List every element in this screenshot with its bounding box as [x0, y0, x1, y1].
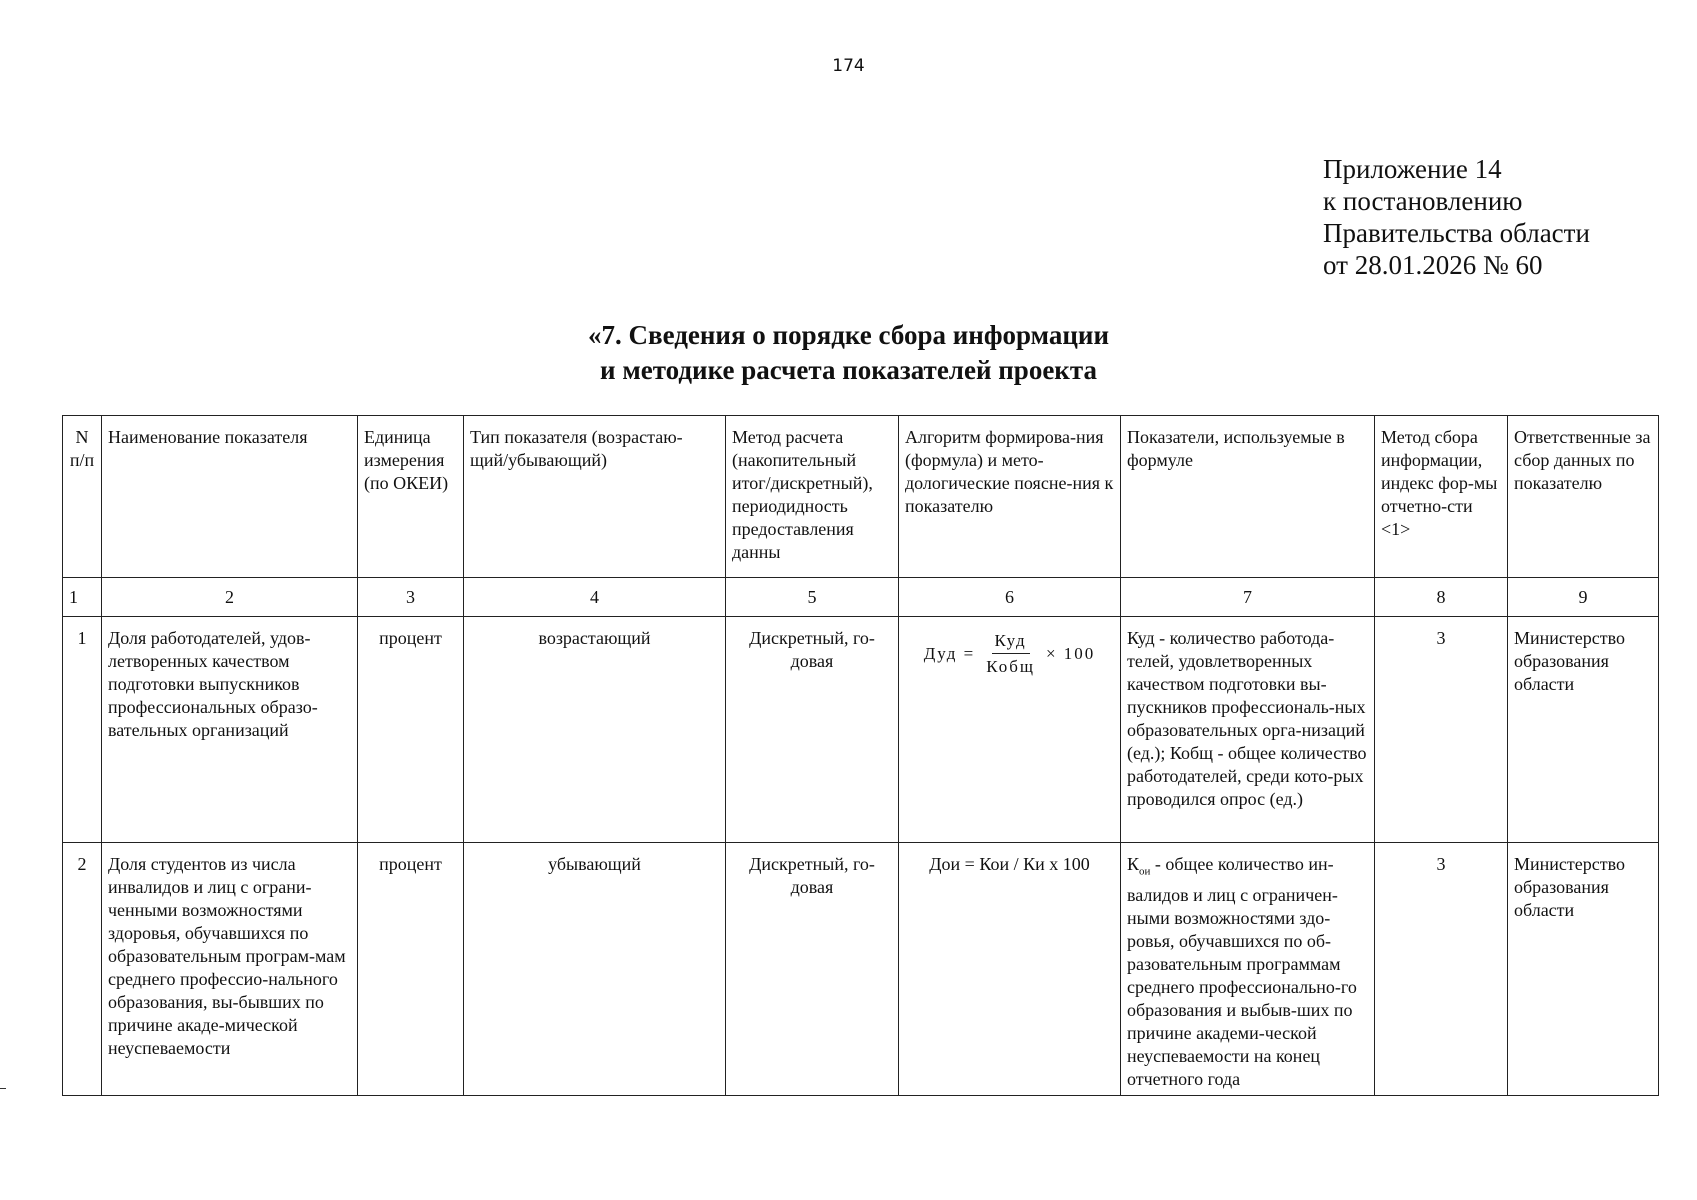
- indicator-symbol: К: [1127, 854, 1140, 874]
- unit-cell: процент: [358, 617, 464, 843]
- header-cell-name: Наименование показателя: [102, 416, 358, 578]
- table-row: [63, 617, 1659, 843]
- column-number-cell: 5: [726, 578, 899, 617]
- formula-numerator: Куд: [992, 629, 1030, 654]
- collection-method-cell: 3: [1375, 843, 1508, 1096]
- unit-cell: процент: [358, 843, 464, 1096]
- appendix-block: [1323, 153, 1590, 281]
- row-number: 1: [63, 617, 102, 843]
- header-cell-responsible: Ответственные за сбор данных по показателю: [1508, 416, 1659, 578]
- responsible-cell: Министерство образования области: [1508, 843, 1659, 1096]
- indicators-table-wrapper: [62, 415, 1659, 1096]
- indicators-cell: Куд - количество работода-телей, удовлетворенных качеством подготовки вы-пускников профессиональ-ных образовательных орга-низаций (ед.); Кобщ - общее количество работодателей, среди кото-рых проводился опрос (ед.): [1121, 617, 1375, 843]
- formula-cell: [899, 617, 1121, 843]
- type-cell: возрастающий: [464, 617, 726, 843]
- indicator-name: Доля работодателей, удов-летворенных качеством подготовки выпускников профессиональных образо-вательных организаций: [102, 617, 358, 843]
- responsible-cell: Министерство образования области: [1508, 617, 1659, 843]
- table-header-row: [63, 416, 1659, 578]
- header-cell-method: Метод расчета (накопительный итог/дискретный), периодидность предоставления данны: [726, 416, 899, 578]
- header-cell-algorithm: Алгоритм формирова-ния (формула) и мето-дологические поясне-ния к показателю: [899, 416, 1121, 578]
- row-number: 2: [63, 843, 102, 1096]
- column-number-cell: 3: [358, 578, 464, 617]
- column-number-cell: 1: [63, 578, 102, 617]
- column-number-cell: 9: [1508, 578, 1659, 617]
- indicator-description: - общее количество ин-валидов и лиц с ограничен-ными возможностями здо-ровья, обучавшихся по об-разовательным программам среднего профессионально-го образования и выбыв-ших по причине академи-ческой неуспеваемости на конец отчетного года: [1127, 854, 1357, 1089]
- document-title: [0, 318, 1697, 388]
- formula-fraction: [983, 629, 1038, 678]
- formula-cell: Дои = Кои / Ки х 100: [899, 843, 1121, 1096]
- column-number-cell: 6: [899, 578, 1121, 617]
- header-cell-collection: Метод сбора информации, индекс фор-мы отчетно-сти <1>: [1375, 416, 1508, 578]
- column-number-cell: 7: [1121, 578, 1375, 617]
- header-cell-unit: Единица измерения (по ОКЕИ): [358, 416, 464, 578]
- scan-edge-mark: [0, 1088, 6, 1089]
- appendix-line-4: от 28.01.2026 № 60: [1323, 250, 1543, 280]
- table-row: [63, 843, 1659, 1096]
- column-number-cell: 8: [1375, 578, 1508, 617]
- title-line-1: «7. Сведения о порядке сбора информации: [587, 320, 1110, 350]
- header-cell-indicators: Показатели, используемые в формуле: [1121, 416, 1375, 578]
- method-cell: Дискретный, го-довая: [726, 843, 899, 1096]
- page-number: 174: [832, 56, 865, 76]
- column-number-cell: 4: [464, 578, 726, 617]
- type-cell: убывающий: [464, 843, 726, 1096]
- column-number-cell: 2: [102, 578, 358, 617]
- indicator-name: Доля студентов из числа инвалидов и лиц с ограни-ченными возможностями здоровья, обучавшихся по образовательным програм-мам среднего профессио-нального образования, вы-бывших по причине акаде-мической неуспеваемости: [102, 843, 358, 1096]
- indicator-subscript: ои: [1139, 865, 1151, 878]
- formula: [905, 629, 1114, 678]
- indicators-cell: [1121, 843, 1375, 1096]
- title-line-2: и методике расчета показателей проекта: [600, 355, 1097, 385]
- appendix-line-2: к постановлению: [1323, 186, 1523, 216]
- header-cell-type: Тип показателя (возрастаю-щий/убывающий): [464, 416, 726, 578]
- formula-rhs: × 100: [1045, 644, 1096, 663]
- column-numbers-row: [63, 578, 1659, 617]
- formula-denominator: Кобщ: [986, 657, 1035, 676]
- method-cell: Дискретный, го-довая: [726, 617, 899, 843]
- appendix-line-1: Приложение 14: [1323, 154, 1502, 184]
- collection-method-cell: 3: [1375, 617, 1508, 843]
- indicators-table: [62, 415, 1659, 1096]
- formula-lhs: Дуд =: [923, 644, 976, 663]
- header-cell-num: N п/п: [63, 416, 102, 578]
- appendix-line-3: Правительства области: [1323, 218, 1590, 248]
